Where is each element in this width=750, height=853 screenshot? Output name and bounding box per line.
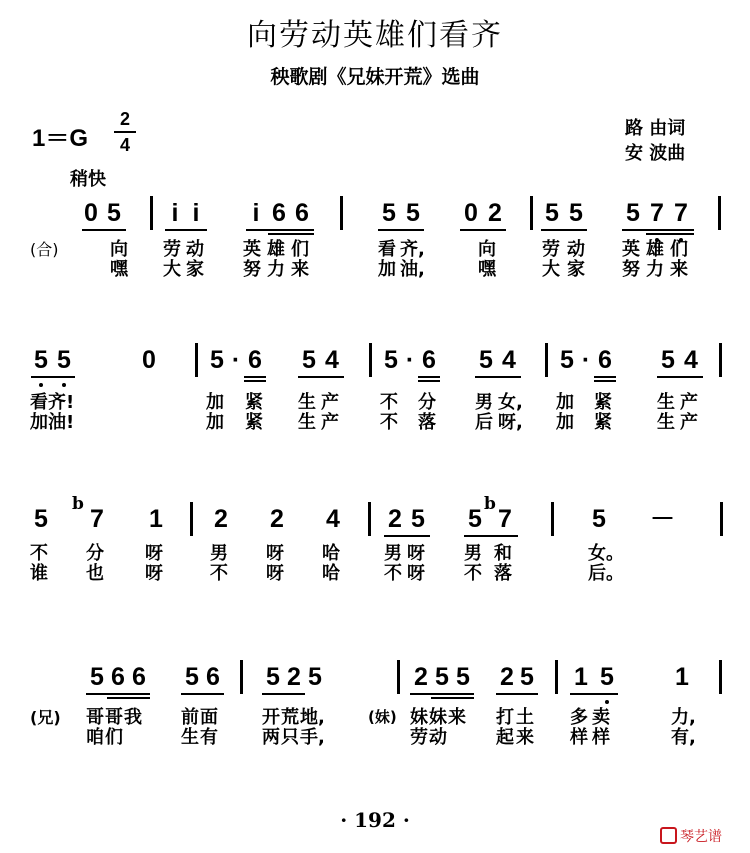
lyric: 雄: [267, 239, 285, 260]
underline: [107, 697, 150, 699]
lyric: (兄): [30, 708, 61, 727]
watermark-logo: [660, 826, 722, 846]
note: i: [192, 199, 200, 227]
lyric: 面: [200, 707, 218, 728]
lyric: 谁: [30, 563, 48, 584]
underline: [82, 229, 126, 231]
note: 1: [675, 663, 689, 691]
note: 0: [464, 199, 478, 227]
lyric: 我: [124, 707, 142, 728]
lyric: 哥: [86, 707, 104, 728]
lyric: 动: [429, 727, 447, 748]
lyric: 呀: [407, 563, 425, 584]
lyric: 家: [567, 259, 585, 280]
note: ·: [405, 346, 415, 374]
underline: [244, 380, 266, 382]
underline: [268, 233, 314, 235]
lyric: 加: [378, 259, 396, 280]
note: 5: [382, 199, 396, 227]
lyric: 哈: [322, 563, 340, 584]
note: 5: [406, 199, 420, 227]
lyric: 生: [657, 392, 675, 413]
note: 5: [661, 346, 675, 374]
underline: [594, 376, 616, 378]
page-number: · 192 ·: [340, 808, 410, 832]
lyric: 两: [262, 727, 280, 748]
note: 7: [650, 199, 664, 227]
lyric: 呀: [266, 543, 284, 564]
note: ·: [231, 346, 241, 374]
underline: [460, 229, 506, 231]
note: i: [171, 199, 179, 227]
lyrics-block: [0, 393, 750, 453]
note: 6: [272, 199, 286, 227]
barline: [340, 196, 343, 230]
note: 7: [498, 505, 512, 533]
lyric: 分: [86, 543, 104, 564]
underline: [31, 376, 75, 378]
lyric: 荒: [281, 707, 299, 728]
time-bar: [114, 131, 136, 133]
barline: [545, 343, 548, 377]
tempo-marking: 稍快: [70, 169, 106, 190]
note: ·: [581, 346, 591, 374]
note: 5: [411, 505, 425, 533]
flat-sign: b: [484, 494, 496, 514]
underline: [418, 376, 440, 378]
note: 0: [84, 199, 98, 227]
lyric: 齐,: [400, 239, 425, 260]
lyric: 看: [378, 239, 396, 260]
underline: [496, 693, 538, 695]
note: 5: [34, 346, 48, 374]
note: 6: [422, 346, 436, 374]
lyric: 不: [30, 543, 48, 564]
note: 5: [34, 505, 48, 533]
barline: [368, 502, 371, 536]
barline: [719, 660, 722, 694]
lyric: 产: [321, 412, 339, 433]
lyric: 齐!: [48, 392, 75, 413]
underline: [378, 229, 424, 231]
lyric: 加: [206, 392, 224, 413]
note: 2: [488, 199, 502, 227]
note: 5: [456, 663, 470, 691]
lyric: 女,: [498, 392, 523, 413]
score-system-1: [0, 198, 750, 318]
lyric: 妹: [410, 707, 428, 728]
lyric: 有: [200, 727, 218, 748]
lyric: 产: [680, 392, 698, 413]
lyric: 不: [380, 392, 398, 413]
key-signature: 1＝G: [32, 125, 89, 152]
lyric: 来: [670, 259, 688, 280]
lyric: 男: [464, 543, 482, 564]
lyric: 来: [516, 727, 534, 748]
note: 2: [287, 663, 301, 691]
underline: [475, 376, 521, 378]
lyric: 样: [592, 727, 610, 748]
note: 4: [325, 346, 339, 374]
lyric: 起: [496, 727, 514, 748]
underline: [646, 229, 694, 231]
note: 5: [468, 505, 482, 533]
lyric: 向: [110, 239, 128, 260]
lyric: 劳: [542, 239, 560, 260]
time-bottom: 4: [119, 135, 130, 155]
note: 5: [384, 346, 398, 374]
lyric: 努: [243, 259, 261, 280]
lyric: 看: [30, 392, 48, 413]
lyric: 向: [478, 239, 496, 260]
lyric: 男: [475, 392, 493, 413]
lyric: 雄: [646, 239, 664, 260]
note: 5: [592, 505, 606, 533]
underline: [268, 229, 314, 231]
note: 6: [295, 199, 309, 227]
underline: [244, 376, 266, 378]
lyric: 女。: [588, 543, 624, 564]
underline: [418, 380, 440, 382]
lyric: 哈: [322, 543, 340, 564]
underline: [86, 693, 150, 695]
note: 1: [574, 663, 588, 691]
underline: [594, 380, 616, 382]
note: 5: [302, 346, 316, 374]
note: 5: [57, 346, 71, 374]
lyric: 开: [262, 707, 280, 728]
lyric: 咱: [86, 727, 104, 748]
lyric: 分: [418, 392, 436, 413]
barline: [240, 660, 243, 694]
lyric: 打: [496, 707, 514, 728]
note: 7: [674, 199, 688, 227]
barline: [397, 660, 400, 694]
lyric: 劳: [410, 727, 428, 748]
barline: [551, 502, 554, 536]
note: 1: [149, 505, 163, 533]
lyric: 土: [516, 707, 534, 728]
lyrics-block: [0, 240, 750, 300]
barline: [190, 502, 193, 536]
note: 4: [684, 346, 698, 374]
note: 5: [600, 663, 614, 691]
note: 5: [479, 346, 493, 374]
lyric: 有,: [671, 727, 696, 748]
lyric: 来: [291, 259, 309, 280]
lyric: 卖: [592, 707, 610, 728]
barline: [720, 502, 723, 536]
lyric: 加: [206, 412, 224, 433]
note: 5: [520, 663, 534, 691]
note: 5: [107, 199, 121, 227]
logo-icon: [660, 827, 677, 844]
lyric: 生: [657, 412, 675, 433]
low-dot: [605, 700, 609, 704]
lyric: 们: [291, 239, 309, 260]
underline: [657, 376, 703, 378]
lyric: 动: [567, 239, 585, 260]
lyric: 们: [105, 727, 123, 748]
song-subtitle: 秧歌剧《兄妹开荒》选曲: [270, 66, 480, 88]
lyric: 油,: [400, 259, 425, 280]
barline: [369, 343, 372, 377]
underline: [464, 535, 518, 537]
note: 5: [210, 346, 224, 374]
underline: [622, 229, 646, 231]
lyric: 多: [570, 707, 588, 728]
lyric: 来: [448, 707, 466, 728]
note: 5: [90, 663, 104, 691]
note: 5: [569, 199, 583, 227]
underline: [431, 697, 474, 699]
lyric: 也: [86, 563, 104, 584]
time-top: 2: [119, 109, 130, 129]
lyric: 后: [475, 412, 493, 433]
lyric: 生: [298, 412, 316, 433]
lyric: 动: [186, 239, 204, 260]
lyric: 劳: [163, 239, 181, 260]
score-system-2: [0, 345, 750, 465]
underline: [165, 229, 207, 231]
lyric: 油!: [48, 412, 75, 433]
underline: [570, 693, 618, 695]
underline: [246, 229, 270, 231]
barline: [555, 660, 558, 694]
dash: －: [650, 505, 676, 533]
watermark-text: 琴艺谱: [680, 829, 722, 845]
lyric: 生: [181, 727, 199, 748]
lyric: 力: [267, 259, 285, 280]
lyric: 英: [243, 239, 261, 260]
note: 2: [388, 505, 402, 533]
lyric: 大: [163, 259, 181, 280]
lyrics-block: [0, 708, 750, 768]
underline: [298, 376, 344, 378]
low-dot: [39, 383, 43, 387]
lyric: 样: [570, 727, 588, 748]
barline: [150, 196, 153, 230]
flat-sign: b: [72, 494, 84, 514]
lyric: 力,: [671, 707, 696, 728]
lyric: 不: [384, 563, 402, 584]
lyric: 英: [622, 239, 640, 260]
lyric: 嘿: [478, 259, 496, 280]
lyric: 呀: [145, 543, 163, 564]
barline: [718, 196, 721, 230]
lyric: 手,: [300, 727, 325, 748]
lyric: 男: [384, 543, 402, 564]
lyric: 加: [556, 412, 574, 433]
lyric: 家: [186, 259, 204, 280]
lyric: 呀: [266, 563, 284, 584]
lyric: 嘿: [110, 259, 128, 280]
underline: [262, 693, 305, 695]
note: 2: [414, 663, 428, 691]
lyricist-credit: 路 由词: [625, 118, 686, 139]
lyric: 和: [494, 543, 512, 564]
note: 5: [185, 663, 199, 691]
note: 5: [308, 663, 322, 691]
note: 5: [560, 346, 574, 374]
note: i: [252, 199, 260, 227]
score-system-4: [0, 662, 750, 782]
score-system-3: [0, 494, 750, 624]
lyric: 加: [556, 392, 574, 413]
note: 4: [502, 346, 516, 374]
barline: [719, 343, 722, 377]
lyric: 呀: [407, 543, 425, 564]
underline: [541, 229, 587, 231]
underline: [410, 693, 474, 695]
note: 5: [435, 663, 449, 691]
lyric: 力: [646, 259, 664, 280]
lyric: 后。: [588, 563, 624, 584]
lyric: 努: [622, 259, 640, 280]
note: 2: [214, 505, 228, 533]
lyric: 不: [464, 563, 482, 584]
song-title: 向劳动英雄们看齐: [247, 18, 503, 53]
lyric: 们: [670, 239, 688, 260]
note: 5: [626, 199, 640, 227]
lyrics-block: [0, 544, 750, 604]
lyric: 妹: [429, 707, 447, 728]
note: 6: [248, 346, 262, 374]
lyric: 大: [542, 259, 560, 280]
note: 5: [266, 663, 280, 691]
lyric: 紧: [245, 392, 263, 413]
lyric: 地,: [300, 707, 325, 728]
note: 7: [90, 505, 104, 533]
lyric: 紧: [245, 412, 263, 433]
lyric: 加: [30, 412, 48, 433]
note: 6: [206, 663, 220, 691]
lyric: 产: [680, 412, 698, 433]
note: 6: [132, 663, 146, 691]
lyric: 落: [418, 412, 436, 433]
lyric: 哥: [105, 707, 123, 728]
lyric: 不: [210, 563, 228, 584]
note: 5: [545, 199, 559, 227]
note: 6: [598, 346, 612, 374]
barline: [530, 196, 533, 230]
lyric: 只: [281, 727, 299, 748]
lyric: 前: [181, 707, 199, 728]
underline: [181, 693, 224, 695]
note: 2: [270, 505, 284, 533]
note: 0: [142, 346, 156, 374]
lyric: 呀,: [498, 412, 523, 433]
note: 4: [326, 505, 340, 533]
lyric: 落: [494, 563, 512, 584]
note: 6: [111, 663, 125, 691]
low-dot: [62, 383, 66, 387]
lyric: 男: [210, 543, 228, 564]
lyric: (合): [30, 240, 59, 259]
lyric: 生: [298, 392, 316, 413]
lyric: 紧: [594, 392, 612, 413]
time-signature: [114, 108, 136, 156]
lyric: 产: [321, 392, 339, 413]
note: 2: [500, 663, 514, 691]
lyric: 紧: [594, 412, 612, 433]
underline: [384, 535, 430, 537]
composer-credit: 安 波曲: [625, 143, 686, 164]
barline: [195, 343, 198, 377]
lyric: 呀: [145, 563, 163, 584]
lyric: (妹): [368, 708, 397, 726]
lyric: 不: [380, 412, 398, 433]
underline: [646, 233, 694, 235]
